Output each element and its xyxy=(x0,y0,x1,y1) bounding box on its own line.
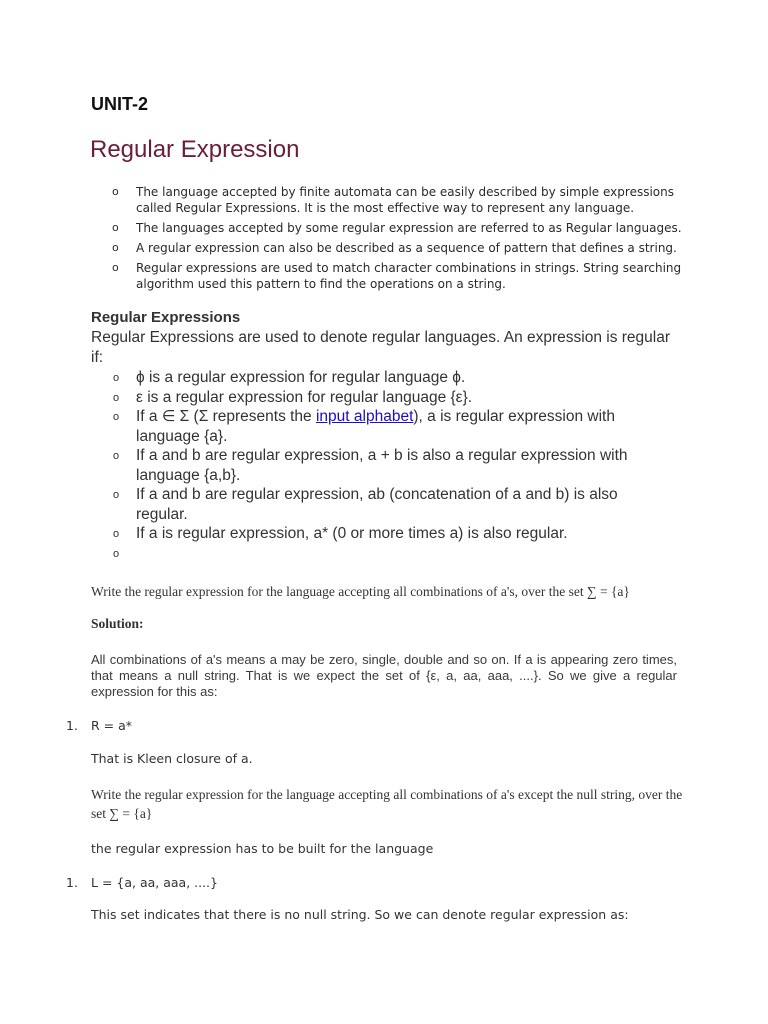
list-item xyxy=(112,260,682,292)
example1-explanation: All combinations of a's means a may be zero, single, double and so on. If a is appearing zero times, that means a null string. That is we expect the set of {ε, a, aa, aaa, ....}. So we give a regular expression for this as: xyxy=(91,652,677,699)
list-item xyxy=(113,368,673,388)
example2-lead: the regular expression has to be built for the language xyxy=(91,841,434,856)
bullet-marker: o xyxy=(112,185,119,198)
list-item xyxy=(112,184,682,216)
bullet-marker: o xyxy=(113,528,120,540)
list-item xyxy=(113,544,673,564)
input-alphabet-link[interactable]: input alphabet xyxy=(315,408,414,425)
bullet-marker: o xyxy=(113,489,120,501)
section-heading: Regular Expressions xyxy=(91,309,241,326)
list-item xyxy=(113,485,673,524)
bullet-marker: o xyxy=(113,450,120,462)
item-number: 1. xyxy=(66,718,78,733)
example1-numbered-item xyxy=(66,718,132,734)
bullet-marker: o xyxy=(112,241,119,254)
bullet-marker: o xyxy=(113,411,120,423)
rule-text: If a and b are regular expression, a + b is also a regular expression with language {a,b}. xyxy=(136,447,628,484)
rule-text: If a and b are regular expression, ab (concatenation of a and b) is also regular. xyxy=(136,486,618,523)
intro-bullet-list xyxy=(112,184,682,296)
rule-text-suffix: ), a is regular expression with language {a}. xyxy=(136,408,615,445)
page-title: Regular Expression xyxy=(90,136,300,163)
bullet-marker: o xyxy=(112,261,119,274)
rule-text: ϕ is a regular expression for regular language ϕ. xyxy=(136,369,466,386)
rule-text-prefix: If a ∈ Σ (Σ represents the xyxy=(136,408,316,425)
bullet-marker: o xyxy=(113,372,120,384)
solution-label: Solution: xyxy=(91,616,144,631)
bullet-text: The languages accepted by some regular expression are referred to as Regular languages. xyxy=(136,221,682,235)
rule-text: ε is a regular expression for regular language {ε}. xyxy=(136,388,473,406)
list-item xyxy=(112,220,682,236)
example2-numbered-item xyxy=(66,875,218,891)
example1-note: That is Kleen closure of a. xyxy=(91,751,253,766)
unit-heading: UNIT-2 xyxy=(91,94,149,114)
example1-question: Write the regular expression for the language accepting all combinations of a's, over the set ∑ = {a} xyxy=(91,584,630,599)
item-text: L = {a, aa, aaa, ....} xyxy=(91,875,218,890)
list-item xyxy=(113,446,673,485)
list-item xyxy=(113,524,673,544)
bullet-marker: o xyxy=(112,221,119,234)
bullet-marker: o xyxy=(113,391,120,404)
rule-text: If a is regular expression, a* (0 or more times a) is also regular. xyxy=(136,525,568,542)
section-intro: Regular Expressions are used to denote regular languages. An expression is regular if: xyxy=(91,329,671,366)
bullet-text: Regular expressions are used to match character combinations in strings. String searching algorithm used this pattern to find the operations on a string. xyxy=(136,261,682,291)
list-item xyxy=(113,388,673,408)
example2-note: This set indicates that there is no null string. So we can denote regular expression as: xyxy=(91,907,629,922)
bullet-text: The language accepted by finite automata can be easily described by simple expressions called Regular Expressions. It is the most effective way to represent any language. xyxy=(136,185,674,215)
item-number: 1. xyxy=(66,875,78,890)
rules-list xyxy=(113,368,673,563)
bullet-text: A regular expression can also be described as a sequence of pattern that defines a string. xyxy=(136,241,677,255)
list-item xyxy=(112,240,682,256)
example2-question: Write the regular expression for the language accepting all combinations of a's except the null string, over the set ∑ = {a} xyxy=(91,787,683,821)
item-text: R = a* xyxy=(91,718,133,733)
list-item xyxy=(113,407,673,446)
bullet-marker: o xyxy=(113,547,120,560)
